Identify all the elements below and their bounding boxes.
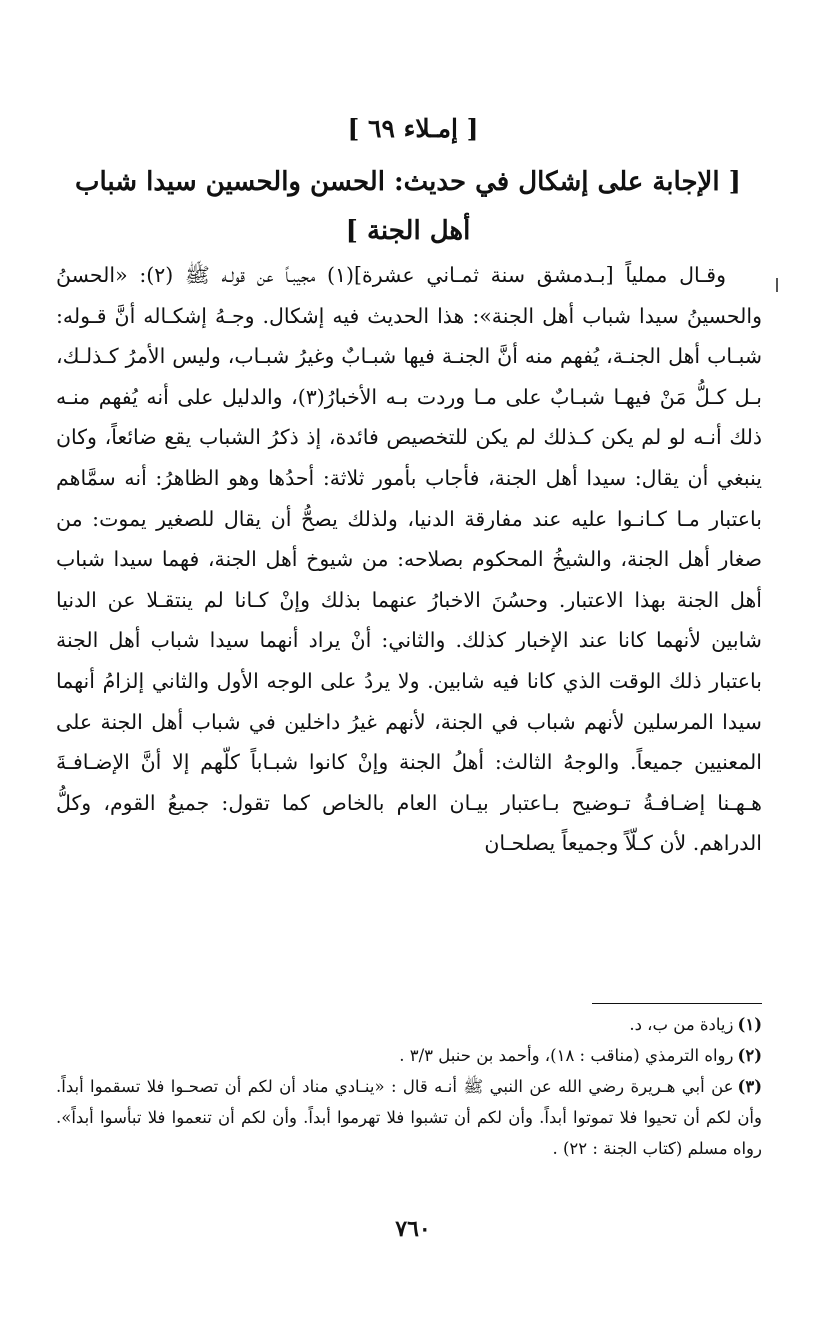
footnotes — [56, 1009, 762, 1164]
footnote-text: زيادة من ب، د. — [629, 1015, 734, 1034]
dictation-number-heading: [ إمـلاء ٦٩ ] — [347, 114, 479, 143]
footnote-1 — [56, 1009, 762, 1040]
footnote-text: رواه الترمذي (مناقب : ١٨)، وأحمد بن حنبل ٣/٣ . — [399, 1046, 734, 1065]
page-number: ٧٦٠ — [395, 1216, 431, 1242]
footnote-3 — [56, 1071, 762, 1164]
section-title: [ الإجابة على إشكال في حديث: الحسن والحسين سيدا شباب أهل الجنة ] — [75, 167, 741, 246]
main-text — [56, 255, 762, 864]
footnote-number: (١) — [737, 1015, 762, 1034]
footnote-text: عن أبي هـريرة رضي الله عن النبي ﷺ أنـه قال : «ينـادي مناد أن لكم أن تصحـوا فلا تسقموا أبداً. وأن لكم أن تحيوا فلا تموتوا أبداً. وأن لكم أن تشبوا فلا تهرموا أبداً. وأن لكم أن تنعموا فلا تبأسوا أبداً». رواه مسلم (كتاب الجنة : ٢٢) . — [56, 1077, 762, 1158]
body-paragraph: وقـال مملياً [بـدمشق سنة ثمـاني عشرة](١) مجيبـاً عن قولـه ﷺ (٢): «الحسنُ والحسينُ سيدا شباب أهل الجنة»: هذا الحديث فيه إشكال. وجـهُ إشكـاله أنَّ قـوله: شبـاب أهل الجنـة، يُفهم منه أنَّ الجنـة فيها شبـابٌ وغيرُ شبـاب، وليس الأمرُ كـذلـك، بـل كـلُّ مَنْ فيهـا شبـابٌ على مـا وردت بـه الأخبارُ(٣)، والدليل على أنه يُفهم منـه ذلك أنـه لو لم يكن كـذلك لم يكن للتخصيص فائدة، إذ ذكرُ الشباب يقع ضائعاً، وكان ينبغي أن يقال: سيدا أهل الجنة، فأجاب بأمور ثلاثة: أحدُها وهو الظاهرُ: أنه سمَّاهم باعتبار مـا كـانـوا عليه عند مفارقة الدنيا، ولذلك يصحُّ أن يقال للصغير يموت: من صغار أهل الجنة، والشيخُ المحكوم بصلاحه: من شيوخ أهل الجنة، فهما سيدا شباب أهل الجنة بهذا الاعتبار. وحسُنَ الاخبارُ عنهما بذلك وإنْ كـانا لم ينتقـلا عن الدنيا شابين لأنهما كانا عند الإخبار كذلك. والثاني: أنْ يراد أنهما سيدا شباب أهل الجنة باعتبار ذلك الوقت الذي كانا فيه شابين. ولا يردُ على الوجه الأول والثاني إلزامُ أنهما سيدا المرسلين لأنهم شباب في الجنة، لأنهم غيرُ داخلين في شباب أهل الجنة على المعنيين جميعاً. والوجهُ الثالث: أهلُ الجنة وإنْ كانوا شبـاباً كلّهم إلا أنَّ الإضـافـةَ هـهـنا إضـافـةُ تـوضيح بـاعتبار بيـان العام بالخاص كما تقول: جميعُ القوم، وكلُّ الدراهم. لأن كـلّاً وجميعاً يصلحـان — [56, 263, 762, 856]
footnote-number: (٣) — [737, 1077, 762, 1096]
footnote-number: (٢) — [737, 1046, 762, 1065]
footnote-2 — [56, 1040, 762, 1071]
margin-mark — [776, 278, 778, 292]
footnote-separator — [592, 1003, 762, 1004]
